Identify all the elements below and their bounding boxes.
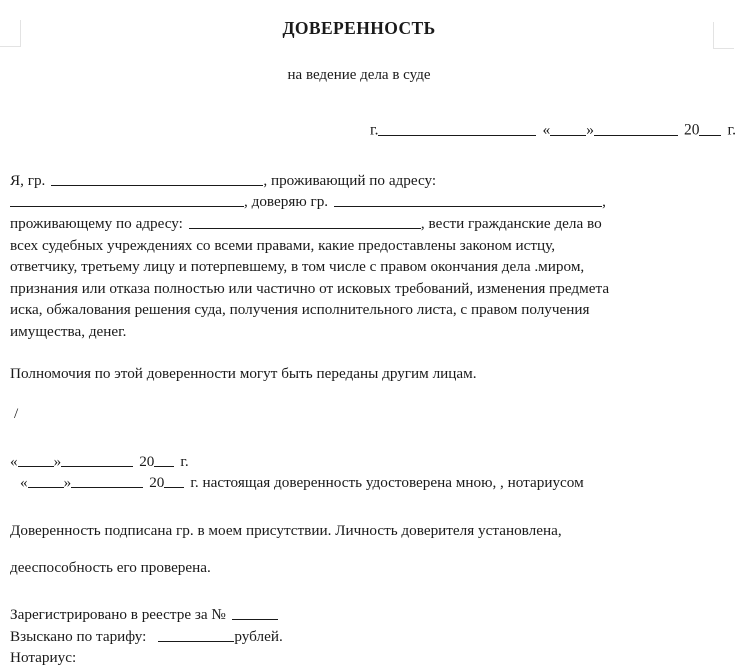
- registry-number-label: Зарегистрировано в реестре за №: [10, 606, 226, 624]
- signature-confirmation-line-1: Доверенность подписана гр. в моем присутствии. Личность доверителя установлена,: [10, 521, 562, 539]
- grantee-name-blank[interactable]: [334, 192, 602, 207]
- grantee-address-blank[interactable]: [189, 213, 421, 228]
- certification-quote-close: »: [63, 474, 72, 492]
- registry-number-blank[interactable]: [232, 605, 278, 620]
- body-line-1: [10, 170, 736, 192]
- certification-date-row: [10, 472, 736, 494]
- date-quote-close: »: [586, 121, 594, 139]
- body-line-5: ответчику, третьему лицу и потерпевшему, в том числе с правом окончания дела .миром,: [10, 258, 585, 276]
- grantee-prefix-label: , доверяю гр.: [244, 193, 329, 211]
- registry-number-row: [10, 604, 736, 626]
- paragraph-spacer: [10, 342, 736, 363]
- day-blank[interactable]: [550, 120, 586, 136]
- year-blank[interactable]: [699, 120, 721, 136]
- slash-mark: /: [14, 405, 19, 423]
- notary-label: Нотариус:: [10, 649, 77, 667]
- signing-month-blank[interactable]: [61, 451, 133, 466]
- certification-month-blank[interactable]: [71, 473, 143, 488]
- signing-quote-open: «: [10, 452, 18, 470]
- signing-quote-close: »: [53, 452, 62, 470]
- month-blank[interactable]: [594, 120, 678, 136]
- body-line-2: [10, 191, 736, 213]
- signing-day-blank[interactable]: [18, 451, 54, 466]
- certification-year-blank[interactable]: [164, 473, 184, 488]
- city-prefix-label: г.: [370, 121, 379, 139]
- document-page: [0, 18, 750, 665]
- signing-year-suffix: г.: [180, 452, 189, 470]
- body-line-8: имущества, денег.: [10, 322, 127, 340]
- signature-confirmation-line-2: дееспособность его проверена.: [10, 558, 211, 576]
- signature-confirmation-block: [10, 520, 736, 578]
- grantee-comma-label: ,: [602, 193, 606, 211]
- date-quote-open: «: [542, 121, 551, 139]
- place-and-date-line: [10, 120, 736, 140]
- tariff-row: [10, 626, 736, 648]
- city-blank[interactable]: [378, 120, 536, 136]
- notary-row: [10, 647, 736, 669]
- year-suffix-label: г.: [727, 121, 736, 139]
- tariff-unit-label: рублей.: [234, 627, 283, 645]
- transfer-of-powers-clause: Полномочия по этой доверенности могут быть переданы другим лицам.: [10, 365, 477, 383]
- document-title: ДОВЕРЕННОСТЬ: [282, 18, 436, 38]
- certification-day-blank[interactable]: [28, 473, 64, 488]
- main-body-text: [10, 170, 736, 385]
- tariff-label: Взыскано по тарифу:: [10, 627, 147, 645]
- grantee-address-label: проживающему по адресу:: [10, 214, 183, 232]
- grantor-address-blank[interactable]: [10, 192, 244, 207]
- signing-year-blank[interactable]: [154, 451, 174, 466]
- powers-intro-label: , вести гражданские дела во: [420, 214, 602, 232]
- grantor-address-label: , проживающий по адресу:: [263, 171, 437, 189]
- signing-date-row: [10, 451, 736, 473]
- notary-certification-sentence: г. настоящая доверенность удостоверена мною, , нотариусом: [190, 474, 584, 492]
- grantor-name-blank[interactable]: [51, 170, 263, 185]
- certification-year-prefix: 20: [149, 474, 165, 492]
- grantor-prefix-label: Я, гр.: [10, 171, 46, 189]
- signing-year-prefix: 20: [139, 452, 155, 470]
- body-line-3: [10, 213, 736, 235]
- document-subtitle: на ведение дела в суде: [287, 67, 431, 83]
- notary-date-block: [10, 451, 736, 494]
- tariff-amount-blank[interactable]: [158, 626, 234, 641]
- body-line-6: признания или отказа полностью или частично от исковых требований, изменения предмета: [10, 279, 610, 297]
- year-prefix-label: 20: [683, 121, 700, 139]
- certification-quote-open: «: [20, 474, 28, 492]
- body-line-7: иска, обжалования решения суда, получения исполнительного листа, с правом получения: [10, 301, 590, 319]
- registry-block: [10, 604, 736, 669]
- body-line-4: всех судебных учреждениях со всеми правами, какие предоставлены законом истцу,: [10, 236, 556, 254]
